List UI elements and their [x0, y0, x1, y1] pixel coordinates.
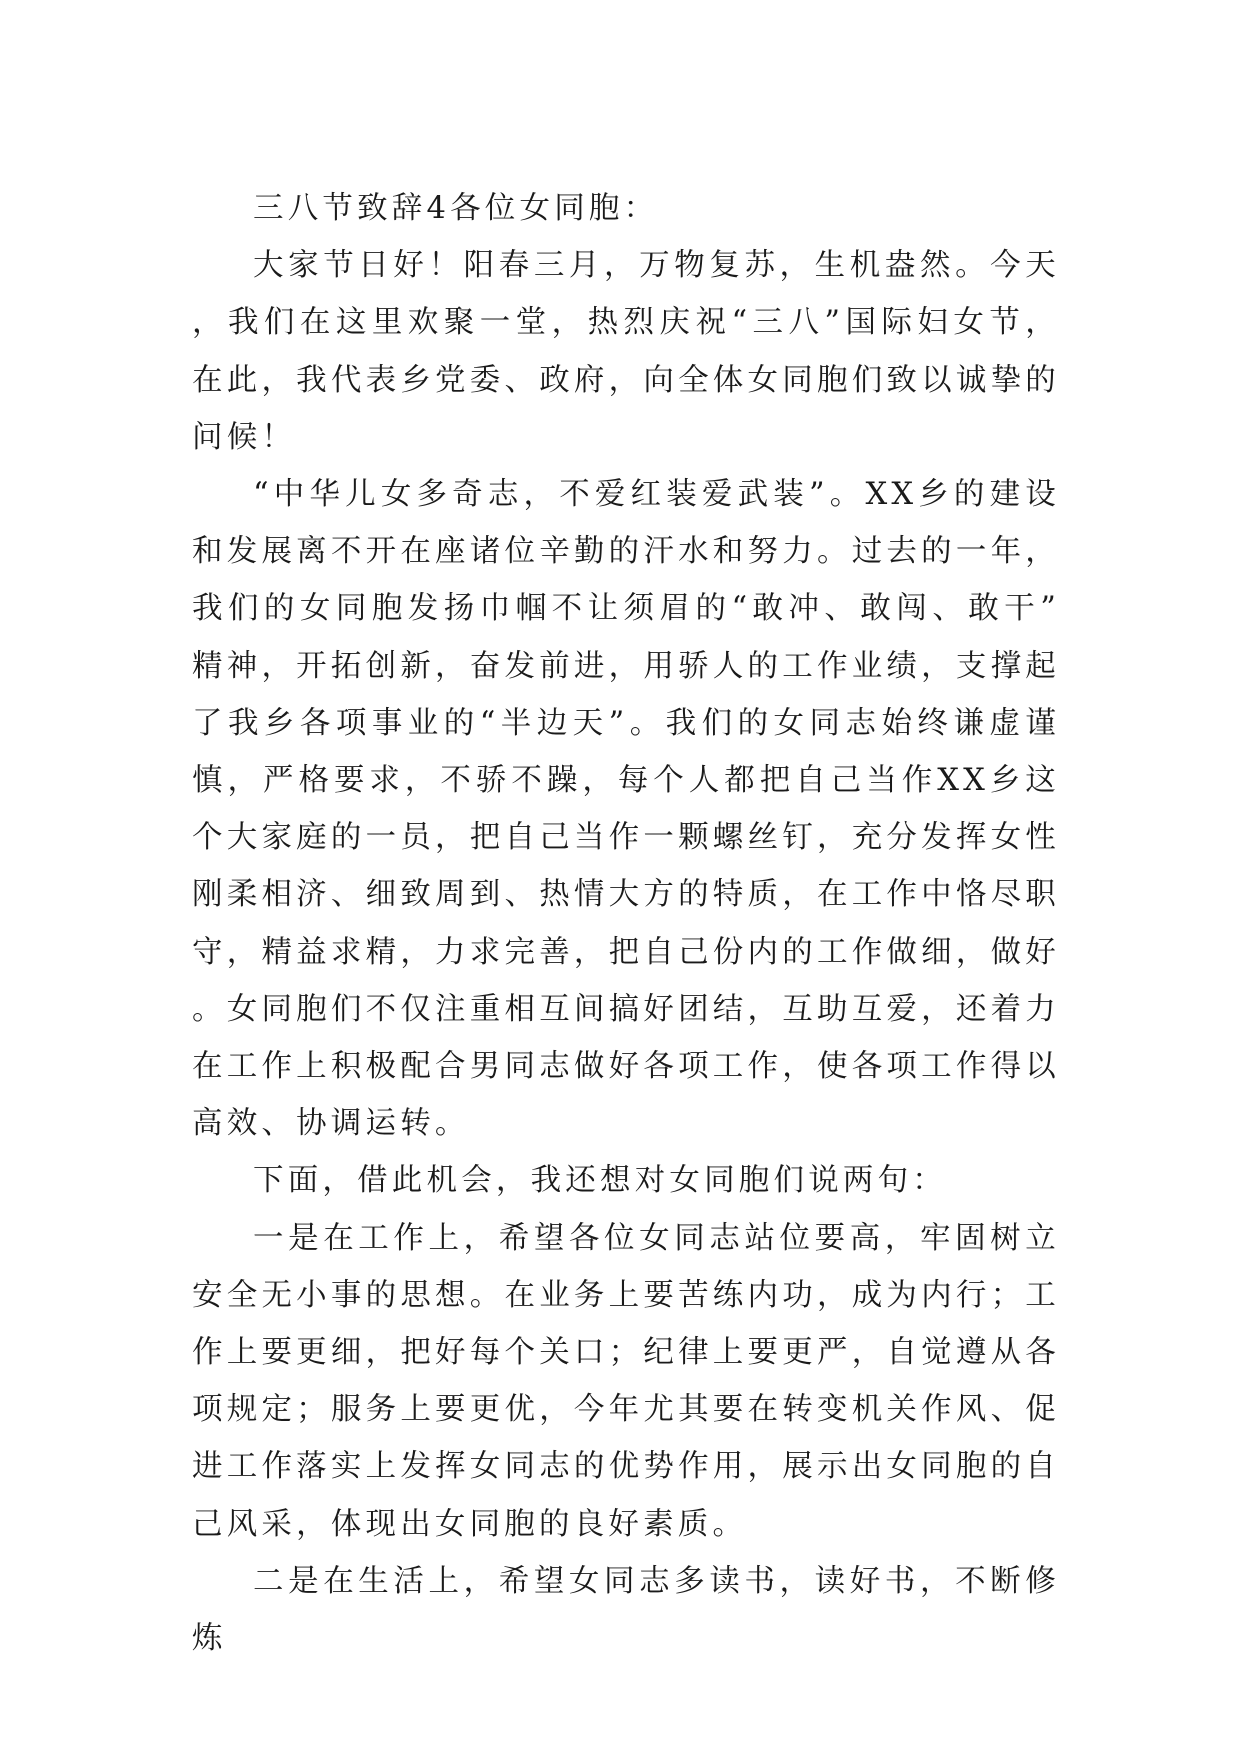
- paragraph-transition: 下面，借此机会，我还想对女同胞们说两句：: [253, 1163, 947, 1199]
- paragraph-achievements: “中华儿女多奇志，不爱红装爱武装”。XX乡的建设和发展离不开在座诸位辛勤的汗水和努力。过去的一年，我们的女同胞发扬巾帼不让须眉的“敢冲、敢闯、敢干”精神，开拓创新，奋发前进，用骄人的工作业绩，支撑起了我乡各项事业的“半边天”。我们的女同志始终谦虚谨慎，严格要求，不骄不躁，每个人都把自己当作XX乡这个大家庭的一员，把自己当作一颗螺丝钉，充分发挥女性刚柔相济、细致周到、热情大方的特质，在工作中恪尽职守，精益求精，力求完善，把自己份内的工作做细，做好。女同胞们不仅注重相互间搞好团结，互助互爱，还着力在工作上积极配合男同志做好各项工作，使各项工作得以高效、协调运转。: [192, 477, 1060, 1142]
- paragraph-greeting: 大家节日好！阳春三月，万物复苏，生机盎然。今天，我们在这里欢聚一堂，热烈庆祝“三八”国际妇女节，在此，我代表乡党委、政府，向全体女同胞们致以诚挚的问候！: [192, 248, 1060, 455]
- document-body: [192, 180, 1060, 1667]
- paragraph-life-hope: 二是在生活上，希望女同志多读书，读好书，不断修炼: [192, 1563, 1060, 1657]
- paragraph-work-hope: 一是在工作上，希望各位女同志站位要高，牢固树立安全无小事的思想。在业务上要苦练内功，成为内行；工作上要更细，把好每个关口；纪律上要更严，自觉遵从各项规定；服务上要更优，今年尤其要在转变机关作风、促进工作落实上发挥女同志的优势作用，展示出女同胞的自己风采，体现出女同胞的良好素质。: [192, 1220, 1060, 1542]
- opening-line: 三八节致辞4各位女同胞：: [253, 191, 659, 226]
